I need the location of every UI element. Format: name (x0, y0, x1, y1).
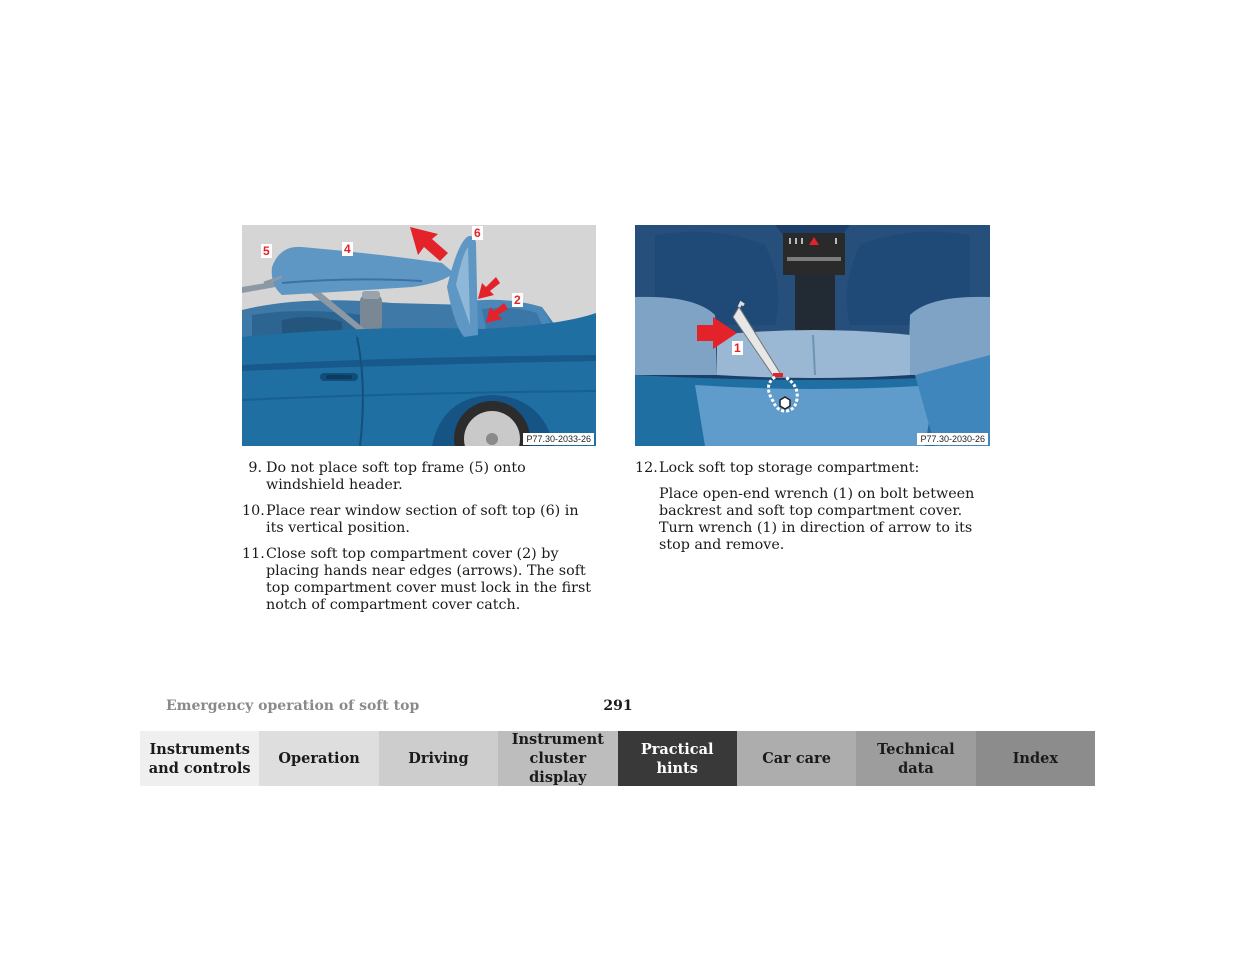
step-detail: Place open-end wrench (1) on bolt between backrest and soft top compartment cover. Turn wrench (1) in direction of arrow to its stop and remove. (659, 486, 975, 553)
step-text: Place rear window section of soft top (6) in its vertical position. (266, 503, 579, 536)
storage-compartment-drawing (635, 225, 990, 446)
nav-tab-practical-hints[interactable]: Practical hints (618, 731, 737, 786)
steps-left-column (242, 460, 592, 623)
step-number: 12. (635, 460, 658, 476)
step-item (242, 546, 592, 614)
nav-tab-operation[interactable]: Operation (259, 731, 378, 786)
section-title: Emergency operation of soft top (166, 698, 420, 714)
soft-top-illustration (242, 225, 596, 446)
callout-5: 5 (263, 244, 270, 258)
step-number: 9. (248, 460, 262, 476)
soft-top-drawing (242, 225, 596, 446)
callout-6: 6 (474, 226, 481, 240)
step-item (242, 503, 592, 537)
chapter-nav-bar (140, 731, 1095, 786)
storage-compartment-illustration (635, 225, 990, 446)
step-number: 11. (242, 546, 265, 562)
figure-code: P77.30-2033-26 (523, 433, 594, 445)
step-number: 10. (242, 503, 265, 519)
figure-code: P77.30-2030-26 (917, 433, 988, 445)
nav-tab-technical-data[interactable]: Technical data (856, 731, 975, 786)
nav-tab-instruments-and-controls[interactable]: Instruments and controls (140, 731, 259, 786)
nav-tab-instrument-cluster-display[interactable]: Instrument cluster display (498, 731, 617, 786)
step-text: Lock soft top storage compartment: (659, 460, 920, 476)
step-text: Do not place soft top frame (5) onto windshield header. (266, 460, 526, 493)
step-item (635, 460, 995, 477)
nav-tab-car-care[interactable]: Car care (737, 731, 856, 786)
nav-tab-driving[interactable]: Driving (379, 731, 498, 786)
callout-4: 4 (344, 242, 351, 256)
step-text: Close soft top compartment cover (2) by placing hands near edges (arrows). The soft top compartment cover must lock in the first notch of compartment cover catch. (266, 546, 592, 613)
page-number: 291 (603, 698, 633, 714)
steps-right-column (635, 460, 995, 563)
callout-2: 2 (514, 293, 521, 307)
callout-1: 1 (734, 341, 741, 355)
nav-tab-index[interactable]: Index (976, 731, 1095, 786)
step-item (242, 460, 592, 494)
